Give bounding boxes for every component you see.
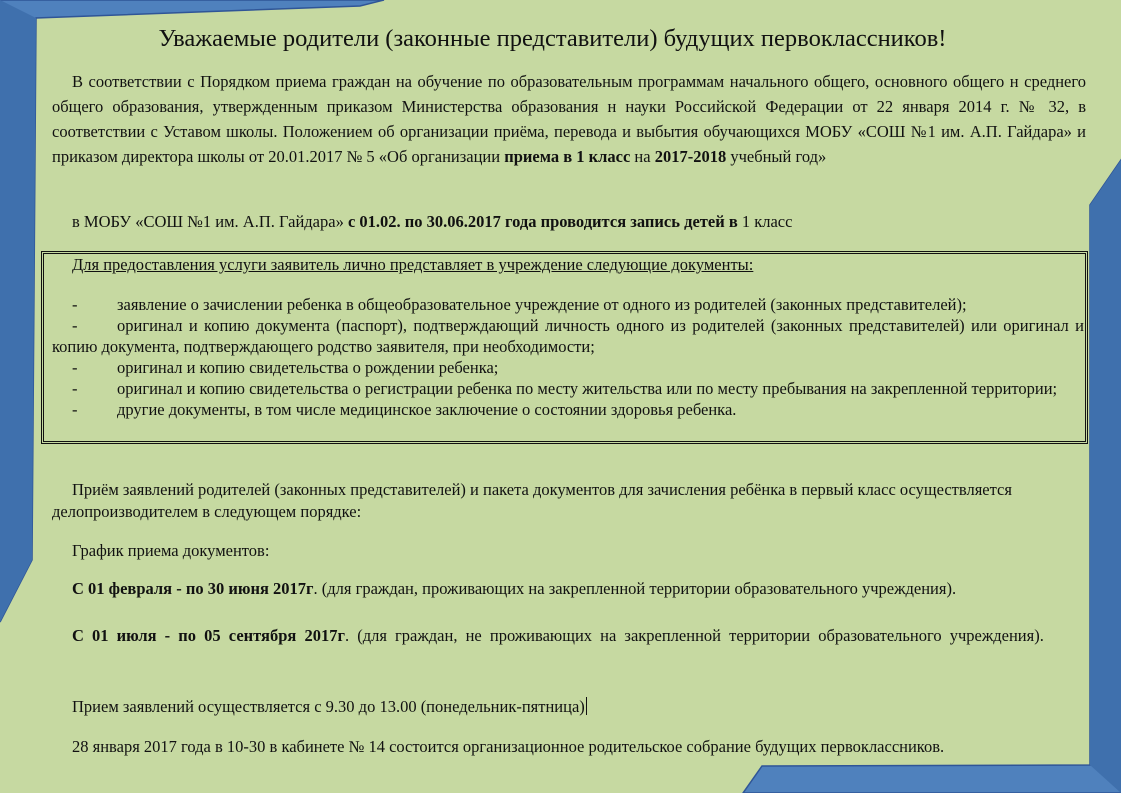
list-bullet: -: [72, 379, 78, 398]
enrollment-dates: с 01.02. по 30.06.2017 года проводится запись детей в: [347, 212, 742, 231]
schedule-item-2: [52, 616, 1086, 655]
intro-bold-class: приема в 1 класс: [504, 147, 631, 166]
list-item: [52, 315, 1084, 357]
list-item-text: оригинал и копию свидетельства о рождении ребенка;: [117, 358, 499, 377]
list-item: [52, 378, 1084, 399]
list-bullet: -: [72, 358, 78, 377]
schedule-heading-text: График приема документов:: [72, 541, 270, 560]
schedule-item-1-dates: С 01 февраля - по 30 июня 2017г: [72, 579, 314, 598]
reception-text: Приём заявлений родителей (законных представителей) и пакета документов для зачисления ребёнка в первый класс осуществляется делопроизводителем в следующем порядке:: [52, 480, 1012, 521]
list-bullet: -: [72, 400, 78, 419]
hours-text: Прием заявлений осуществляется с 9.30 до 13.00 (понедельник-пятница): [72, 697, 585, 716]
enrollment-end: 1 класс: [741, 212, 793, 231]
reception-paragraph: [52, 479, 1086, 523]
intro-end: учебный год»: [726, 147, 827, 166]
list-item-text: оригинал и копию свидетельства о регистрации ребенка по месту жительства или по месту пребывания на закрепленной территории;: [117, 379, 1058, 398]
documents-heading: Для предоставления услуги заявитель лично представляет в учреждение следующие документы:: [72, 255, 754, 274]
list-bullet: -: [72, 316, 78, 335]
text-cursor: [586, 697, 587, 715]
hours-paragraph: [52, 694, 1086, 719]
list-item: [52, 357, 1084, 378]
intro-bold-year: 2017-2018: [654, 147, 727, 166]
list-item-text: заявление о зачислении ребенка в общеобразовательное учреждение от одного из родителей (законных представителей);: [117, 295, 967, 314]
intro-paragraph: [52, 69, 1086, 169]
intro-text: В соответствии с Порядком приема граждан на обучение по образовательным программам начального общего, основного общего н среднего общего образования, утвержденным приказом Министерства образования н науки Российской Федерации от 22 января 2014 г. № 32, в соответствии с Уставом школы. Положением об организации приёма, перевода и выбытия обучающихся МОБУ «СОШ №1 им. А.П. Гайдара» и приказом директора школы от 20.01.2017 № 5 «Об организации: [52, 72, 1086, 166]
enrollment-text: в МОБУ «СОШ №1 им. А.П. Гайдара»: [72, 212, 348, 231]
documents-list: [52, 294, 1084, 420]
list-item: [52, 399, 1084, 420]
schedule-item-2-dates: С 01 июля - по 05 сентября 2017г: [72, 626, 345, 645]
list-item-text: другие документы, в том числе медицинское заключение о состоянии здоровья ребенка.: [117, 400, 737, 419]
intro-mid: на: [630, 147, 655, 166]
schedule-item-2-text: . (для граждан, не проживающих на закрепленной территории образовательного учреждения).: [344, 626, 1044, 645]
list-bullet: -: [72, 295, 78, 314]
meeting-paragraph: [52, 734, 1086, 759]
list-item-text: оригинал и копию документа (паспорт), подтверждающий личность одного из родителей (законных представителей) или оригинал и копию документа, подтверждающего родство заявителя, при необходимости;: [52, 316, 1084, 356]
list-item: [52, 294, 1084, 315]
meeting-text: 28 января 2017 года в 10-30 в кабинете № 14 состоится организационное родительское собрание будущих первоклассников.: [72, 737, 945, 756]
enrollment-paragraph: [52, 209, 1086, 234]
schedule-item-1: [52, 576, 1086, 601]
schedule-heading: [52, 538, 1086, 563]
schedule-item-1-text: . (для граждан, проживающих на закрепленной территории образовательного учреждения).: [313, 579, 957, 598]
page-title: Уважаемые родители (законные представители) будущих первоклассников!: [158, 25, 947, 52]
